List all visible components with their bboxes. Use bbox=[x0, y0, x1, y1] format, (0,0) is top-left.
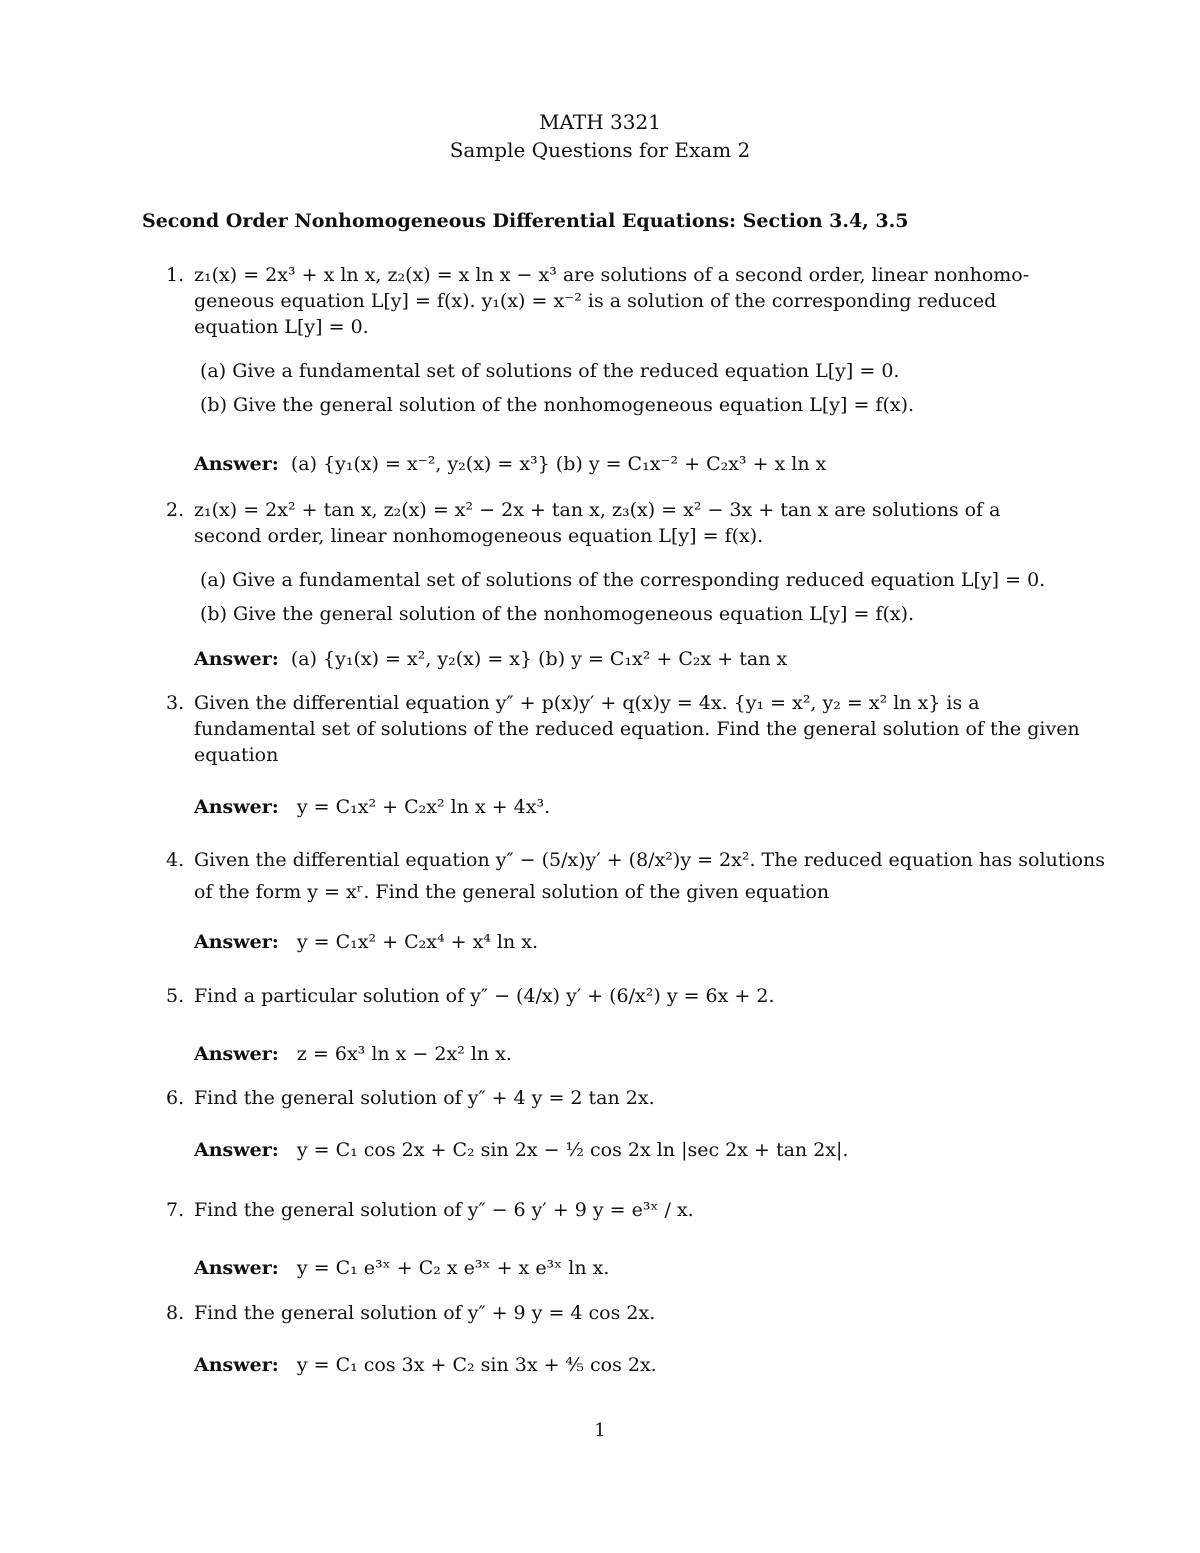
problem-text: z₁(x) = 2x² + tan x, z₂(x) = x² − 2x + tan x, z₃(x) = x² − 3x + tan x are solutions of a bbox=[194, 499, 1001, 521]
problem-part: (b) Give the general solution of the nonhomogeneous equation L[y] = f(x). bbox=[200, 603, 915, 625]
answer-label: Answer: bbox=[194, 1354, 279, 1376]
page-number: 1 bbox=[594, 1420, 606, 1441]
answer-line bbox=[194, 1041, 1060, 1067]
answer-text: (a) {y₁(x) = x⁻², y₂(x) = x³} (b) y = C₁x⁻² + C₂x³ + x ln x bbox=[290, 453, 827, 475]
answer-line bbox=[194, 929, 1060, 955]
problem-text: fundamental set of solutions of the reduced equation. Find the general solution of the given bbox=[194, 718, 1080, 740]
problem-part: (b) Give the general solution of the nonhomogeneous equation L[y] = f(x). bbox=[200, 394, 915, 416]
answer-line bbox=[194, 1137, 1060, 1163]
problem-number: 4. bbox=[166, 849, 185, 871]
answer-line bbox=[194, 646, 1060, 672]
problem-number: 3. bbox=[166, 692, 185, 714]
problem-text: Given the differential equation y″ + p(x)y′ + q(x)y = 4x. {y₁ = x², y₂ = x² ln x} is a bbox=[194, 692, 980, 714]
course-title: MATH 3321 bbox=[539, 110, 661, 134]
problem-part: (a) Give a fundamental set of solutions of the corresponding reduced equation L[y] = 0. bbox=[200, 569, 1046, 591]
answer-text: y = C₁x² + C₂x⁴ + x⁴ ln x. bbox=[296, 931, 539, 953]
problem-text: geneous equation L[y] = f(x). y₁(x) = x⁻² is a solution of the corresponding reduced bbox=[194, 290, 997, 312]
problem-text: equation bbox=[194, 744, 279, 766]
problem-text: Find the general solution of y″ − 6 y′ + 9 y = e³ˣ / x. bbox=[194, 1199, 694, 1221]
answer-label: Answer: bbox=[194, 648, 279, 670]
exam-subtitle: Sample Questions for Exam 2 bbox=[449, 138, 751, 162]
problem-text: second order, linear nonhomogeneous equation L[y] = f(x). bbox=[194, 525, 764, 547]
answer-text: z = 6x³ ln x − 2x² ln x. bbox=[296, 1043, 512, 1065]
problem-part: (a) Give a fundamental set of solutions of the reduced equation L[y] = 0. bbox=[200, 360, 900, 382]
problem-text: of the form y = xʳ. Find the general solution of the given equation bbox=[194, 881, 830, 903]
answer-text: y = C₁ cos 2x + C₂ sin 2x − ½ cos 2x ln |sec 2x + tan 2x|. bbox=[296, 1139, 849, 1161]
answer-text: (a) {y₁(x) = x², y₂(x) = x} (b) y = C₁x² + C₂x + tan x bbox=[290, 648, 788, 670]
problem-number: 2. bbox=[166, 499, 185, 521]
problem-text: Find the general solution of y″ + 9 y = 4 cos 2x. bbox=[194, 1302, 656, 1324]
problem-text: Given the differential equation y″ − (5/x)y′ + (8/x²)y = 2x². The reduced equation has solutions bbox=[194, 849, 1105, 871]
answer-line bbox=[194, 794, 1060, 820]
answer-line bbox=[194, 1255, 1060, 1281]
problem-number: 8. bbox=[166, 1302, 185, 1324]
answer-line bbox=[194, 1352, 1060, 1378]
problem-text: equation L[y] = 0. bbox=[194, 316, 369, 338]
problem-text: Find the general solution of y″ + 4 y = 2 tan 2x. bbox=[194, 1087, 655, 1109]
answer-label: Answer: bbox=[194, 1139, 279, 1161]
answer-label: Answer: bbox=[194, 796, 279, 818]
problem-number: 1. bbox=[166, 264, 185, 286]
answer-label: Answer: bbox=[194, 453, 279, 475]
problem-text: Find a particular solution of y″ − (4/x) y′ + (6/x²) y = 6x + 2. bbox=[194, 985, 775, 1007]
answer-text: y = C₁x² + C₂x² ln x + 4x³. bbox=[296, 796, 551, 818]
answer-line bbox=[194, 451, 1060, 477]
problem-text: z₁(x) = 2x³ + x ln x, z₂(x) = x ln x − x³ are solutions of a second order, linear nonhomo- bbox=[194, 264, 1030, 286]
answer-label: Answer: bbox=[194, 1257, 279, 1279]
problem-number: 5. bbox=[166, 985, 185, 1007]
answer-label: Answer: bbox=[194, 1043, 279, 1065]
problem-number: 6. bbox=[166, 1087, 185, 1109]
section-heading: Second Order Nonhomogeneous Differential Equations: Section 3.4, 3.5 bbox=[142, 210, 909, 232]
answer-label: Answer: bbox=[194, 931, 279, 953]
problem-number: 7. bbox=[166, 1199, 185, 1221]
answer-text: y = C₁ cos 3x + C₂ sin 3x + ⁴⁄₅ cos 2x. bbox=[296, 1354, 657, 1376]
answer-text: y = C₁ e³ˣ + C₂ x e³ˣ + x e³ˣ ln x. bbox=[296, 1257, 610, 1279]
